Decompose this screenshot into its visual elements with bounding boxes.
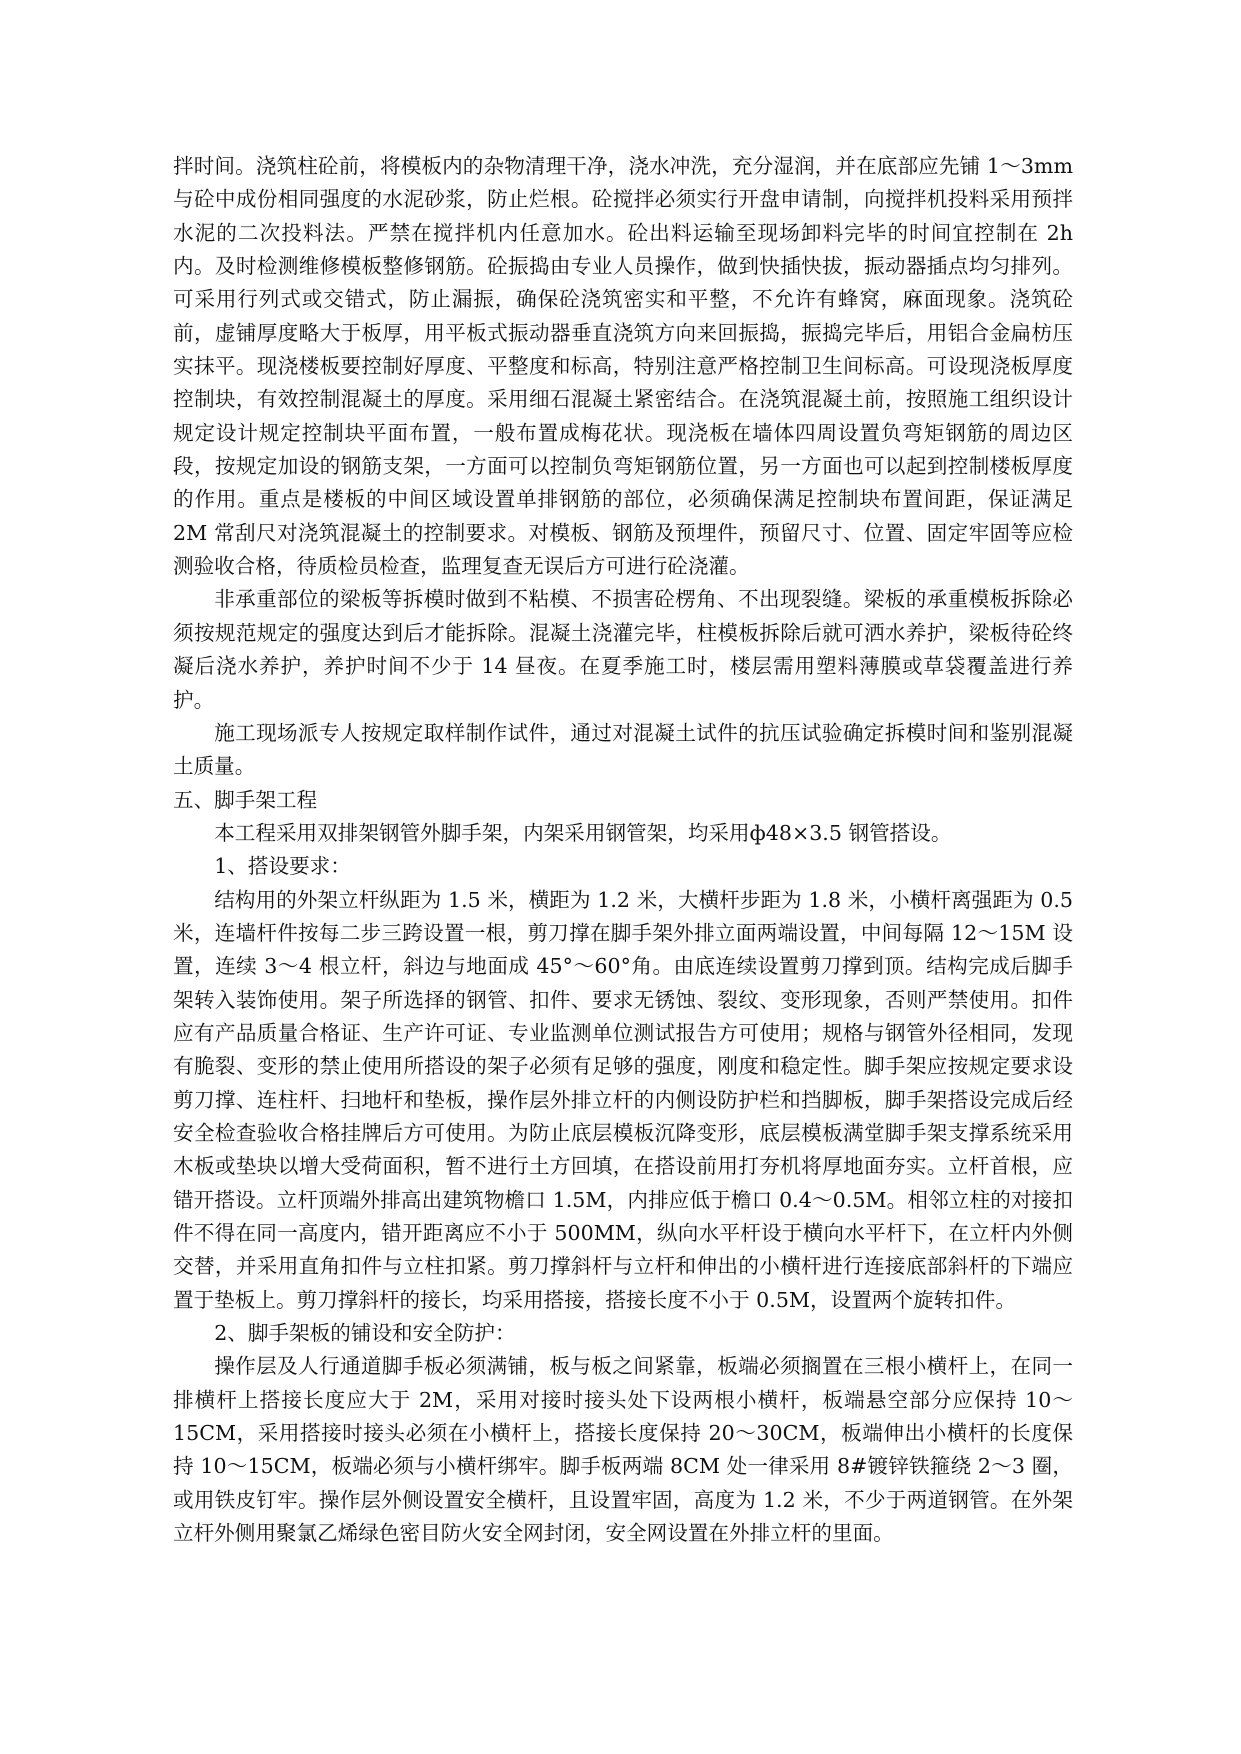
paragraph-concrete-pouring: 拌时间。浇筑柱砼前，将模板内的杂物清理干净，浇水冲洗，充分湿润，并在底部应先铺 1～3mm 与砼中成份相同强度的水泥砂浆，防止烂根。砼搅拌必须实行开盘申请制，向搅拌机投料采用预拌水泥的二次投料法。严禁在搅拌机内任意加水。砼出料运输至现场卸料完毕的时间宜控制在 2h 内。及时检测维修模板整修钢筋。砼振捣由专业人员操作，做到快插快拔，振动器插点均匀排列。可采用行列式或交错式，防止漏振，确保砼浇筑密实和平整，不允许有蜂窝，麻面现象。浇筑砼前，虚铺厚度略大于板厚，用平板式振动器垂直浇筑方向来回振捣，振捣完毕后，用铝合金扁枋压实抹平。现浇楼板要控制好厚度、平整度和标高，特别注意严格控制卫生间标高。可设现浇板厚度控制块，有效控制混凝土的厚度。采用细石混凝土紧密结合。在浇筑混凝土前，按照施工组织设计规定设计规定控制块平面布置，一般布置成梅花状。现浇板在墙体四周设置负弯矩钢筋的周边区段，按规定加设的钢筋支架，一方面可以控制负弯矩钢筋位置，另一方面也可以起到控制楼板厚度的作用。重点是楼板的中间区域设置单排钢筋的部位，必须确保满足控制块布置间距，保证满足 2M 常刮尺对浇筑混凝土的控制要求。对模板、钢筋及预埋件，预留尺寸、位置、固定牢固等应检测验收合格，待质检员检查，监理复查无误后方可进行砼浇灌。: [173, 154, 1073, 579]
subheading-erection-requirements: 1、搭设要求：: [214, 854, 351, 879]
paragraph-test-specimens: 施工现场派专人按规定取样制作试件，通过对混凝土试件的抗压试验确定拆模时间和鉴别混凝土质量。: [173, 720, 1073, 779]
paragraph-scaffold-overview: 本工程采用双排架钢管外脚手架，内架采用钢管架，均采用ф48×3.5 钢管搭设。: [214, 820, 952, 845]
subheading-scaffold-board-safety: 2、脚手架板的铺设和安全防护：: [214, 1321, 516, 1346]
paragraph-scaffold-board-details: 操作层及人行通道脚手板必须满铺，板与板之间紧靠，板端必须搁置在三根小横杆上，在同一排横杆上搭接长度应大于 2M，采用对接时接头处下设两根小横杆，板端悬空部分应保持 10～15CM，采用搭接时接头必须在小横杆上，搭接长度保持 20～30CM，板端伸出小横杆的长度保持 10～15CM，板端必须与小横杆绑牢。脚手板两端 8CM 处一律采用 8#镀锌铁箍绕 2～3 圈，或用铁皮钉牢。操作层外侧设置安全横杆，且设置牢固，高度为 1.2 米，不少于两道钢管。在外架立杆外侧用聚氯乙烯绿色密目防火安全网封闭，安全网设置在外排立杆的里面。: [173, 1354, 1073, 1546]
section-heading-scaffolding: 五、脚手架工程: [173, 787, 318, 812]
paragraph-formwork-removal: 非承重部位的梁板等拆模时做到不粘模、不损害砼楞角、不出现裂缝。梁板的承重模板拆除必须按规范规定的强度达到后才能拆除。混凝土浇灌完毕，柱模板拆除后就可洒水养护，梁板待砼终凝后浇水养护，养护时间不少于 14 昼夜。在夏季施工时，楼层需用塑料薄膜或草袋覆盖进行养护。: [173, 587, 1073, 712]
paragraph-erection-details: 结构用的外架立杆纵距为 1.5 米，横距为 1.2 米，大横杆步距为 1.8 米，小横杆离强距为 0.5 米，连墙杆件按每二步三跨设置一根，剪刀撑在脚手架外排立面两端设置，中间每隔 12～15M 设置，连续 3～4 根立杆，斜边与地面成 45°～60°角。由底连续设置剪刀撑到顶。结构完成后脚手架转入装饰使用。架子所选择的钢管、扣件、要求无锈蚀、裂纹、变形现象，否则严禁使用。扣件应有产品质量合格证、生产许可证、专业监测单位测试报告方可使用；规格与钢管外径相同，发现有脆裂、变形的禁止使用所搭设的架子必须有足够的强度，刚度和稳定性。脚手架应按规定要求设剪刀撑、连柱杆、扫地杆和垫板，操作层外排立杆的内侧设防护栏和挡脚板，脚手架搭设完成后经安全检查验收合格挂牌后方可使用。为防止底层模板沉降变形，底层模板满堂脚手架支撑系统采用木板或垫块以增大受荷面积，暂不进行土方回填，在搭设前用打夯机将厚地面夯实。立杆首根，应错开搭设。立杆顶端外排高出建筑物檐口 1.5M，内排应低于檐口 0.4～0.5M。相邻立柱的对接扣件不得在同一高度内，错开距离应不小于 500MM，纵向水平杆设于横向水平杆下，在立杆内外侧交替，并采用直角扣件与立柱扣紧。剪刀撑斜杆与立杆和伸出的小横杆进行连接底部斜杆的下端应置于垫板上。剪刀撑斜杆的接长，均采用搭接，搭接长度不小于 0.5M，设置两个旋转扣件。: [173, 887, 1073, 1312]
document-body: [173, 150, 1073, 1550]
